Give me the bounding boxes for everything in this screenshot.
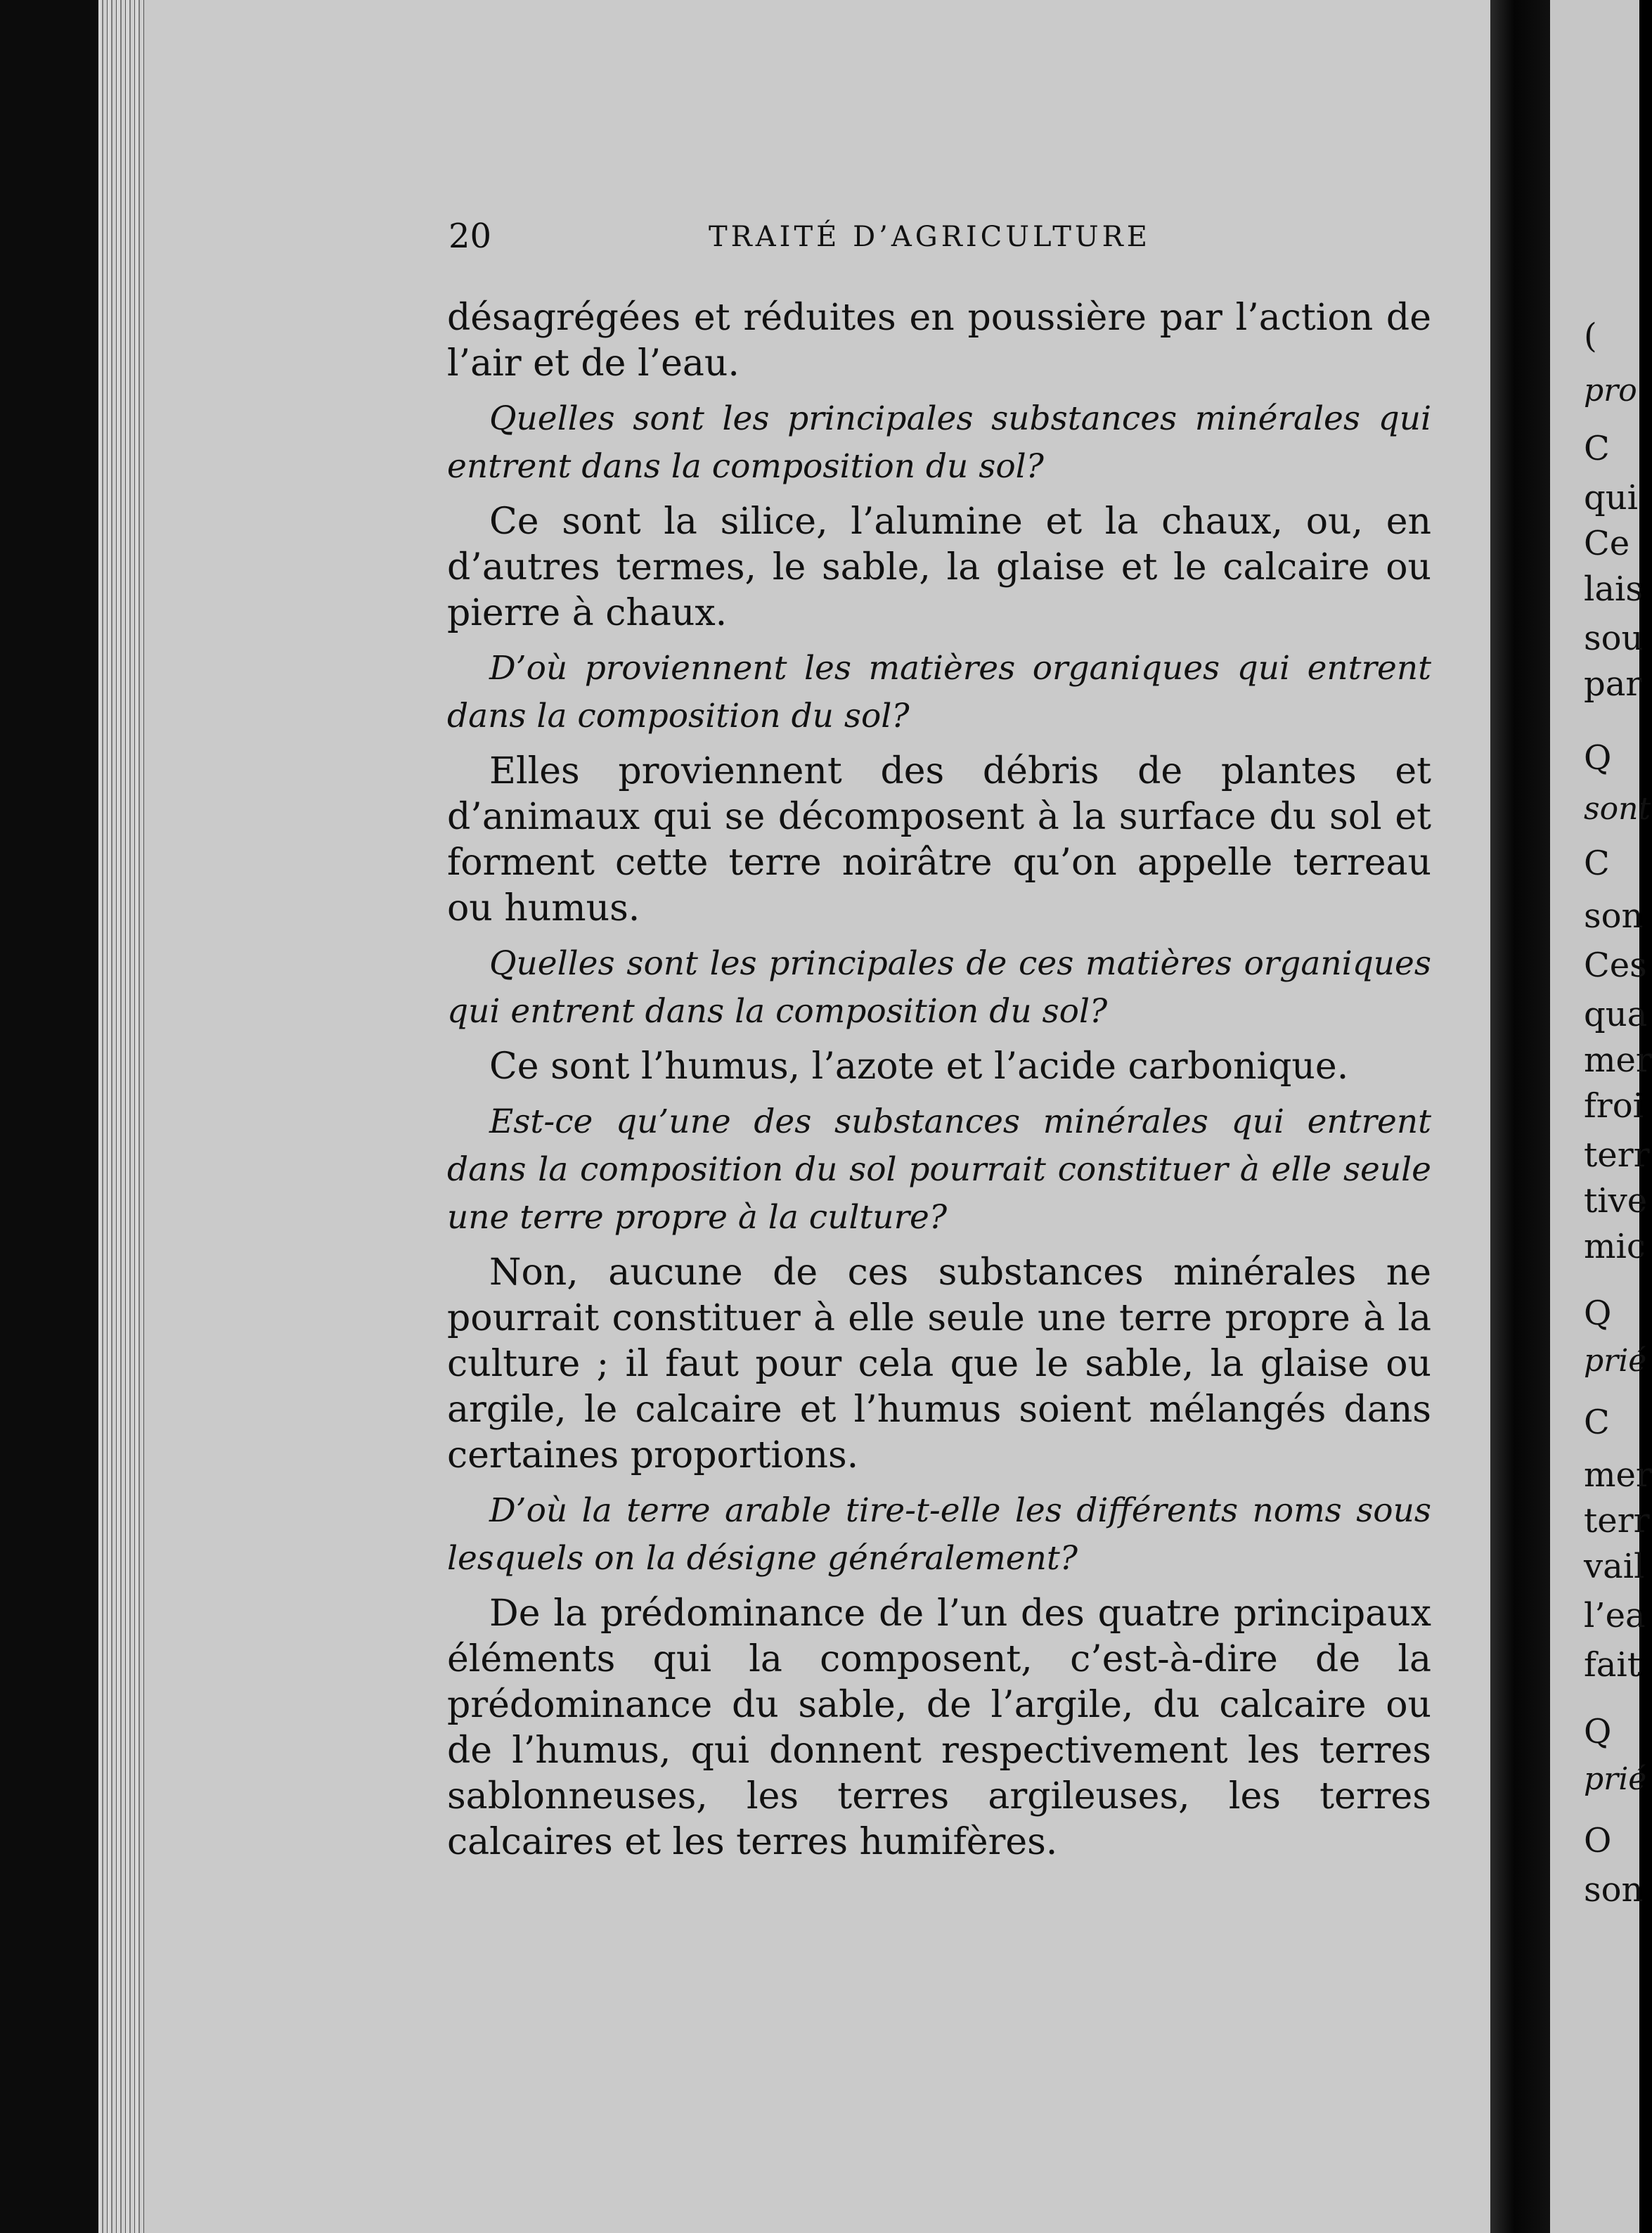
facing-page-fragment: pro (1584, 373, 1637, 408)
facing-page-fragment: fait (1584, 1645, 1641, 1685)
question-paragraph: D’où la terre arable tire-t-elle les différents noms sous lesquels on la désigne généralement? (447, 1491, 1431, 1578)
facing-page-fragment: sou (1584, 619, 1644, 658)
answer-paragraph: Elles proviennent des débris de plantes et d’animaux qui se décomposent à la surface du sol et forment cette terre noirâtre qu’on appelle terreau ou humus. (447, 750, 1431, 929)
scan-left-margin (0, 0, 105, 2233)
stacked-page-edges (98, 0, 148, 2233)
facing-page-fragment: mic (1584, 1227, 1646, 1266)
facing-page-fragment: terr (1584, 1135, 1650, 1175)
facing-page-fragment: qui (1584, 478, 1638, 517)
answer-paragraph: Ce sont la silice, l’alumine et la chaux, ou, en d’autres termes, le sable, la glaise et le calcaire ou pierre à chaux. (447, 501, 1431, 634)
facing-page-fragment: par (1584, 664, 1642, 704)
facing-page-sliver (1550, 0, 1652, 2233)
facing-page-fragment: Ce (1584, 524, 1630, 563)
running-title: TRAITÉ D’AGRICULTURE (709, 221, 1151, 253)
facing-page-fragment: Q (1584, 1712, 1612, 1751)
facing-page-fragment: prié (1584, 1761, 1647, 1797)
answer-paragraph: De la prédominance de l’un des quatre principaux éléments qui la composent, c’est-à-dire de la prédominance du sable, de l’argile, du calcaire ou de l’humus, qui donnent respectivement les terres sablonneuses, les terres argileuses, les terres calcaires et les terres humifères. (447, 1592, 1431, 1863)
question-paragraph: Quelles sont les principales substances minérales qui entrent dans la composition du sol? (447, 399, 1431, 486)
facing-page-fragment: terr (1584, 1501, 1650, 1540)
page-number: 20 (449, 217, 492, 256)
facing-page-fragment: sont (1584, 791, 1651, 827)
facing-page-fragment: froi (1584, 1086, 1644, 1126)
facing-page-fragment: ( (1584, 316, 1597, 356)
facing-page-fragment: lais (1584, 569, 1643, 609)
facing-page-fragment: Ces (1584, 946, 1647, 985)
question-paragraph: Quelles sont les principales de ces matières organiques qui entrent dans la composition du sol? (447, 944, 1431, 1031)
facing-page-fragment: son (1584, 1870, 1644, 1910)
facing-page-fragment: C (1584, 844, 1610, 883)
answer-paragraph: Non, aucune de ces substances minérales ne pourrait constituer à elle seule une terre propre à la culture ; il faut pour cela que le sable, la glaise ou argile, le calcaire et l’humus soient mélangés dans certaines proportions. (447, 1251, 1431, 1476)
answer-paragraph: Ce sont l’humus, l’azote et l’acide carbonique. (489, 1045, 1349, 1088)
book-gutter (1490, 0, 1550, 2233)
facing-page-fragment: mer (1584, 1041, 1652, 1080)
facing-page-fragment: qua (1584, 995, 1648, 1034)
question-paragraph: Est-ce qu’une des substances minérales qui entrent dans la composition du sol pourrait constituer à elle seule une terre propre à la culture? (447, 1102, 1431, 1237)
facing-page-fragment: tive (1584, 1181, 1648, 1221)
facing-page-fragment: O (1584, 1821, 1612, 1860)
facing-page-fragment: C (1584, 1403, 1610, 1442)
facing-page-fragment: mer (1584, 1455, 1652, 1495)
answer-paragraph: désagrégées et réduites en poussière par l’action de l’air et de l’eau. (447, 297, 1431, 385)
facing-page-fragment: vail (1584, 1547, 1645, 1586)
facing-page-fragment: prié (1584, 1343, 1647, 1379)
question-paragraph: D’où proviennent les matières organiques qui entrent dans la composition du sol? (447, 649, 1431, 735)
facing-page-fragment: l’ea (1584, 1596, 1646, 1635)
facing-page-fragment: Q (1584, 1294, 1612, 1333)
page-body (447, 295, 1431, 1874)
facing-page-fragment: Q (1584, 738, 1612, 778)
facing-page-fragment: C (1584, 429, 1610, 468)
facing-page-fragment: son (1584, 896, 1644, 936)
